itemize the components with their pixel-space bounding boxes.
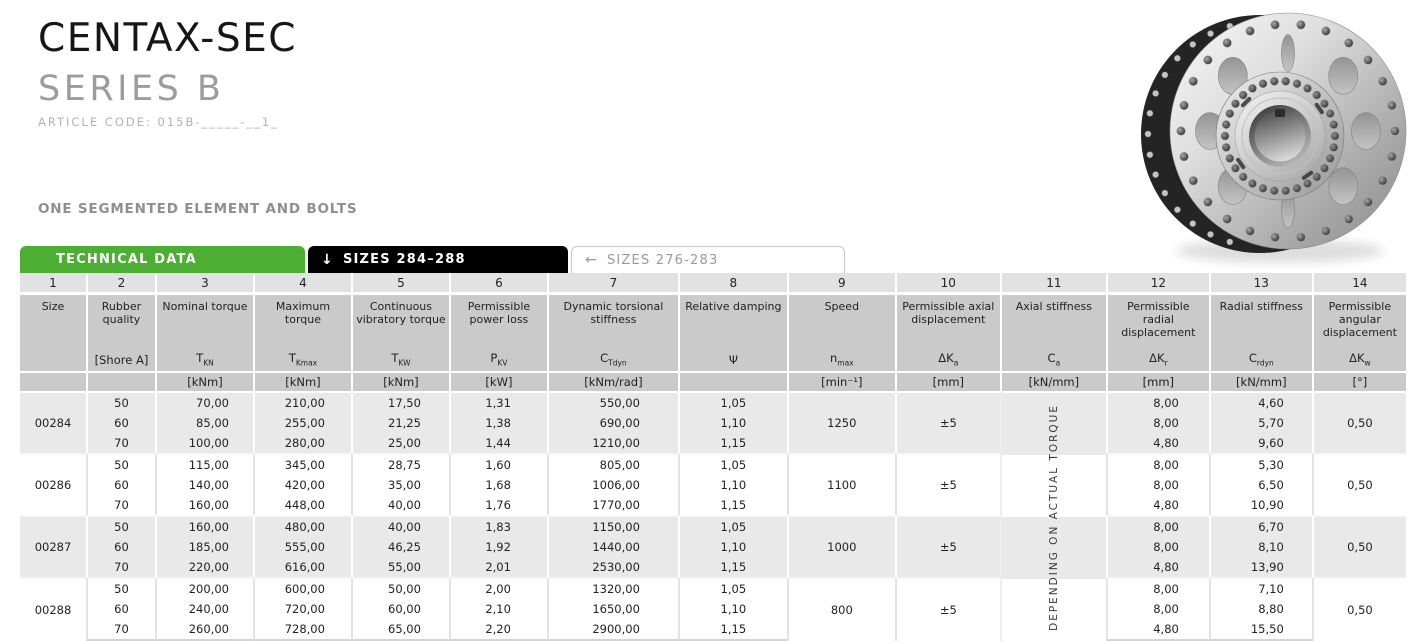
cell-psi: 1,05 — [678, 391, 787, 413]
cell-tkn: 160,00 — [155, 495, 253, 515]
col-name-crdyn: Radial stiffness — [1209, 292, 1312, 348]
table-row-00287-60 — [20, 537, 1406, 557]
page-title: CENTAX-SEC — [38, 16, 297, 61]
col-name-tkmax: Maximum torque — [253, 292, 351, 348]
col-unit-tkw: [kNm] — [351, 371, 449, 391]
col-number-size: 1 — [20, 273, 86, 292]
cell-tkw: 40,00 — [351, 515, 449, 537]
cell-ctdyn: 805,00 — [547, 453, 678, 475]
col-symbol-shore: [Shore A] — [86, 348, 155, 371]
cell-tkw: 25,00 — [351, 433, 449, 453]
cell-tkmax: 448,00 — [253, 495, 351, 515]
tab-technical-data[interactable] — [20, 246, 305, 273]
tab-sizes-276-283-label: SIZES 276-283 — [606, 252, 719, 268]
col-name-ca: Axial stiffness — [1000, 292, 1106, 348]
cell-psi: 1,10 — [678, 599, 787, 619]
col-unit-dka: [mm] — [895, 371, 1000, 391]
col-symbol-pkv: $P_{KV}$ — [449, 348, 547, 371]
table-row-00286-50 — [20, 453, 1406, 475]
col-name-tkw: Continuous vibratory torque — [351, 292, 449, 348]
tab-technical-data-label: TECHNICAL DATA — [56, 252, 197, 267]
cell-tkn: 115,00 — [155, 453, 253, 475]
col-name-psi: Relative damping — [678, 292, 787, 348]
col-number-dkw: 14 — [1312, 273, 1406, 292]
col-name-ctdyn: Dynamic torsional stiffness — [547, 292, 678, 348]
cell-angular-displacement: 0,50 — [1312, 391, 1406, 453]
cell-tkw: 21,25 — [351, 413, 449, 433]
cell-axial-displacement: ±5 — [895, 453, 1000, 515]
cell-tkmax: 600,00 — [253, 577, 351, 599]
cell-dkr: 8,00 — [1106, 391, 1209, 413]
cell-tkw: 35,00 — [351, 475, 449, 495]
cell-psi: 1,05 — [678, 453, 787, 475]
cell-size: 00284 — [20, 391, 86, 453]
cell-crdyn: 13,90 — [1209, 557, 1312, 577]
col-name-tkn: Nominal torque — [155, 292, 253, 348]
table-row-00286-60 — [20, 475, 1406, 495]
col-unit-tkmax: [kNm] — [253, 371, 351, 391]
table-row-00287-70 — [20, 557, 1406, 577]
cell-dkr: 4,80 — [1106, 619, 1209, 641]
cell-pkv: 1,68 — [449, 475, 547, 495]
cell-tkmax: 728,00 — [253, 619, 351, 641]
col-name-dkr: Permissible radial displacement — [1106, 292, 1209, 348]
cell-shore: 70 — [86, 619, 155, 641]
cell-dkr: 8,00 — [1106, 413, 1209, 433]
cell-shore: 70 — [86, 495, 155, 515]
col-number-tkw: 5 — [351, 273, 449, 292]
cell-crdyn: 8,10 — [1209, 537, 1312, 557]
cell-axial-displacement: ±5 — [895, 577, 1000, 641]
table-row-00288-60 — [20, 599, 1406, 619]
cell-speed: 1250 — [787, 391, 895, 453]
cell-angular-displacement: 0,50 — [1312, 577, 1406, 641]
axial-stiffness-note-cell — [1000, 391, 1106, 641]
col-symbol-dkr: $\Delta K_r$ — [1106, 348, 1209, 371]
col-name-size: Size — [20, 292, 86, 348]
cell-ctdyn: 1440,00 — [547, 537, 678, 557]
col-symbol-dka: $\Delta K_a$ — [895, 348, 1000, 371]
table-row-00284-70 — [20, 433, 1406, 453]
cell-dkr: 4,80 — [1106, 433, 1209, 453]
column-name-row — [20, 292, 1406, 348]
cell-dkr: 8,00 — [1106, 577, 1209, 599]
col-symbol-crdyn: $C_{rdyn}$ — [1209, 348, 1312, 371]
cell-speed: 1100 — [787, 453, 895, 515]
cell-pkv: 2,10 — [449, 599, 547, 619]
tab-bar — [20, 246, 845, 273]
flange-coupling-photo — [1130, 0, 1422, 270]
cell-tkn: 140,00 — [155, 475, 253, 495]
cell-axial-displacement: ±5 — [895, 391, 1000, 453]
cell-tkmax: 616,00 — [253, 557, 351, 577]
col-unit-size — [20, 371, 86, 391]
cell-dkr: 4,80 — [1106, 557, 1209, 577]
col-unit-psi — [678, 371, 787, 391]
cell-ctdyn: 1210,00 — [547, 433, 678, 453]
cell-shore: 50 — [86, 577, 155, 599]
col-unit-pkv: [kW] — [449, 371, 547, 391]
cell-size: 00287 — [20, 515, 86, 577]
series-subtitle: SERIES B — [38, 68, 225, 109]
cell-pkv: 2,20 — [449, 619, 547, 641]
cell-tkn: 240,00 — [155, 599, 253, 619]
cell-crdyn: 5,30 — [1209, 453, 1312, 475]
cell-tkn: 70,00 — [155, 391, 253, 413]
cell-tkn: 100,00 — [155, 433, 253, 453]
col-symbol-ca: $C_a$ — [1000, 348, 1106, 371]
col-number-ca: 11 — [1000, 273, 1106, 292]
cell-shore: 60 — [86, 599, 155, 619]
cell-tkmax: 480,00 — [253, 515, 351, 537]
cell-pkv: 2,01 — [449, 557, 547, 577]
cell-tkn: 220,00 — [155, 557, 253, 577]
cell-pkv: 1,92 — [449, 537, 547, 557]
cell-ctdyn: 1650,00 — [547, 599, 678, 619]
left-arrow-icon: ← — [585, 252, 598, 268]
tab-sizes-284-288[interactable] — [308, 246, 568, 273]
cell-tkw: 40,00 — [351, 495, 449, 515]
cell-crdyn: 5,70 — [1209, 413, 1312, 433]
tab-sizes-276-283[interactable] — [571, 246, 845, 273]
col-number-speed: 9 — [787, 273, 895, 292]
cell-ctdyn: 2530,00 — [547, 557, 678, 577]
cell-tkmax: 255,00 — [253, 413, 351, 433]
cell-pkv: 1,76 — [449, 495, 547, 515]
cell-tkmax: 280,00 — [253, 433, 351, 453]
cell-psi: 1,05 — [678, 577, 787, 599]
cell-crdyn: 7,10 — [1209, 577, 1312, 599]
cell-pkv: 1,31 — [449, 391, 547, 413]
cell-pkv: 1,38 — [449, 413, 547, 433]
cell-crdyn: 4,60 — [1209, 391, 1312, 413]
cell-tkmax: 345,00 — [253, 453, 351, 475]
cell-crdyn: 15,50 — [1209, 619, 1312, 641]
col-number-pkv: 6 — [449, 273, 547, 292]
table-row-00287-50 — [20, 515, 1406, 537]
cell-psi: 1,15 — [678, 433, 787, 453]
cell-tkn: 85,00 — [155, 413, 253, 433]
cell-psi: 1,15 — [678, 557, 787, 577]
table-row-00288-50 — [20, 577, 1406, 599]
col-unit-shore — [86, 371, 155, 391]
cell-dkr: 8,00 — [1106, 537, 1209, 557]
col-number-tkn: 3 — [155, 273, 253, 292]
col-unit-dkr: [mm] — [1106, 371, 1209, 391]
col-unit-tkn: [kNm] — [155, 371, 253, 391]
cell-angular-displacement: 0,50 — [1312, 453, 1406, 515]
col-name-pkv: Permissible power loss — [449, 292, 547, 348]
section-heading: ONE SEGMENTED ELEMENT AND BOLTS — [38, 201, 358, 217]
col-number-crdyn: 13 — [1209, 273, 1312, 292]
cell-tkw: 55,00 — [351, 557, 449, 577]
cell-shore: 50 — [86, 515, 155, 537]
page-header — [38, 18, 297, 129]
col-symbol-psi: Ψ — [678, 348, 787, 371]
cell-tkw: 65,00 — [351, 619, 449, 641]
cell-ctdyn: 690,00 — [547, 413, 678, 433]
cell-tkw: 60,00 — [351, 599, 449, 619]
col-number-dkr: 12 — [1106, 273, 1209, 292]
tab-sizes-284-288-label: SIZES 284–288 — [342, 252, 466, 267]
table-row-00286-70 — [20, 495, 1406, 515]
col-number-psi: 8 — [678, 273, 787, 292]
col-unit-ctdyn: [kNm/rad] — [547, 371, 678, 391]
cell-tkw: 50,00 — [351, 577, 449, 599]
cell-ctdyn: 1770,00 — [547, 495, 678, 515]
cell-dkr: 4,80 — [1106, 495, 1209, 515]
cell-ctdyn: 2900,00 — [547, 619, 678, 641]
cell-shore: 70 — [86, 433, 155, 453]
cell-pkv: 1,83 — [449, 515, 547, 537]
cell-shore: 70 — [86, 557, 155, 577]
col-number-tkmax: 4 — [253, 273, 351, 292]
cell-speed: 1000 — [787, 515, 895, 577]
cell-ctdyn: 1006,00 — [547, 475, 678, 495]
column-symbol-row — [20, 348, 1406, 371]
cell-tkw: 28,75 — [351, 453, 449, 475]
cell-tkw: 17,50 — [351, 391, 449, 413]
col-unit-ca: [kN/mm] — [1000, 371, 1106, 391]
col-unit-dkw: [°] — [1312, 371, 1406, 391]
cell-speed: 800 — [787, 577, 895, 641]
cell-psi: 1,10 — [678, 537, 787, 557]
cell-shore: 50 — [86, 391, 155, 413]
table-row-00284-60 — [20, 413, 1406, 433]
cell-tkn: 160,00 — [155, 515, 253, 537]
col-number-shore: 2 — [86, 273, 155, 292]
col-number-ctdyn: 7 — [547, 273, 678, 292]
table-row-00284-50 — [20, 391, 1406, 413]
col-name-shore: Rubber quality — [86, 292, 155, 348]
cell-psi: 1,10 — [678, 413, 787, 433]
col-unit-speed: [min⁻¹] — [787, 371, 895, 391]
cell-tkn: 185,00 — [155, 537, 253, 557]
cell-tkmax: 210,00 — [253, 391, 351, 413]
column-number-row — [20, 273, 1406, 292]
col-name-dka: Permissible axial displacement — [895, 292, 1000, 348]
col-symbol-tkw: $T_{KW}$ — [351, 348, 449, 371]
cell-ctdyn: 1150,00 — [547, 515, 678, 537]
cell-ctdyn: 1320,00 — [547, 577, 678, 599]
cell-pkv: 2,00 — [449, 577, 547, 599]
cell-shore: 50 — [86, 453, 155, 475]
col-symbol-speed: $n_{max}$ — [787, 348, 895, 371]
cell-pkv: 1,60 — [449, 453, 547, 475]
cell-tkw: 46,25 — [351, 537, 449, 557]
down-arrow-icon: ↓ — [321, 251, 334, 268]
cell-tkmax: 720,00 — [253, 599, 351, 619]
cell-psi: 1,15 — [678, 495, 787, 515]
cell-shore: 60 — [86, 475, 155, 495]
cell-shore: 60 — [86, 537, 155, 557]
col-symbol-size — [20, 348, 86, 371]
col-symbol-tkmax: $T_{Kmax}$ — [253, 348, 351, 371]
col-name-speed: Speed — [787, 292, 895, 348]
article-code: ARTICLE CODE: 015B-_____-__1_ — [38, 115, 279, 130]
col-symbol-tkn: $T_{KN}$ — [155, 348, 253, 371]
col-symbol-ctdyn: $C_{Tdyn}$ — [547, 348, 678, 371]
technical-data-table-wrap — [20, 273, 1406, 641]
cell-dkr: 8,00 — [1106, 453, 1209, 475]
cell-tkn: 260,00 — [155, 619, 253, 641]
cell-crdyn: 10,90 — [1209, 495, 1312, 515]
cell-dkr: 8,00 — [1106, 475, 1209, 495]
cell-pkv: 1,44 — [449, 433, 547, 453]
col-unit-crdyn: [kN/mm] — [1209, 371, 1312, 391]
cell-psi: 1,10 — [678, 475, 787, 495]
cell-shore: 60 — [86, 413, 155, 433]
column-unit-row — [20, 371, 1406, 391]
col-number-dka: 10 — [895, 273, 1000, 292]
cell-dkr: 8,00 — [1106, 515, 1209, 537]
col-name-dkw: Permissible angular displacement — [1312, 292, 1406, 348]
axial-stiffness-note: DEPENDING ON ACTUAL TORQUE — [1047, 403, 1060, 631]
cell-dkr: 8,00 — [1106, 599, 1209, 619]
col-symbol-dkw: $\Delta K_w$ — [1312, 348, 1406, 371]
table-row-00288-70 — [20, 619, 1406, 641]
cell-tkmax: 420,00 — [253, 475, 351, 495]
cell-psi: 1,05 — [678, 515, 787, 537]
cell-angular-displacement: 0,50 — [1312, 515, 1406, 577]
cell-size: 00288 — [20, 577, 86, 641]
cell-crdyn: 6,70 — [1209, 515, 1312, 537]
cell-crdyn: 6,50 — [1209, 475, 1312, 495]
technical-data-table — [20, 273, 1406, 641]
cell-tkn: 200,00 — [155, 577, 253, 599]
cell-psi: 1,15 — [678, 619, 787, 641]
cell-size: 00286 — [20, 453, 86, 515]
cell-crdyn: 9,60 — [1209, 433, 1312, 453]
cell-ctdyn: 550,00 — [547, 391, 678, 413]
cell-axial-displacement: ±5 — [895, 515, 1000, 577]
cell-tkmax: 555,00 — [253, 537, 351, 557]
cell-crdyn: 8,80 — [1209, 599, 1312, 619]
